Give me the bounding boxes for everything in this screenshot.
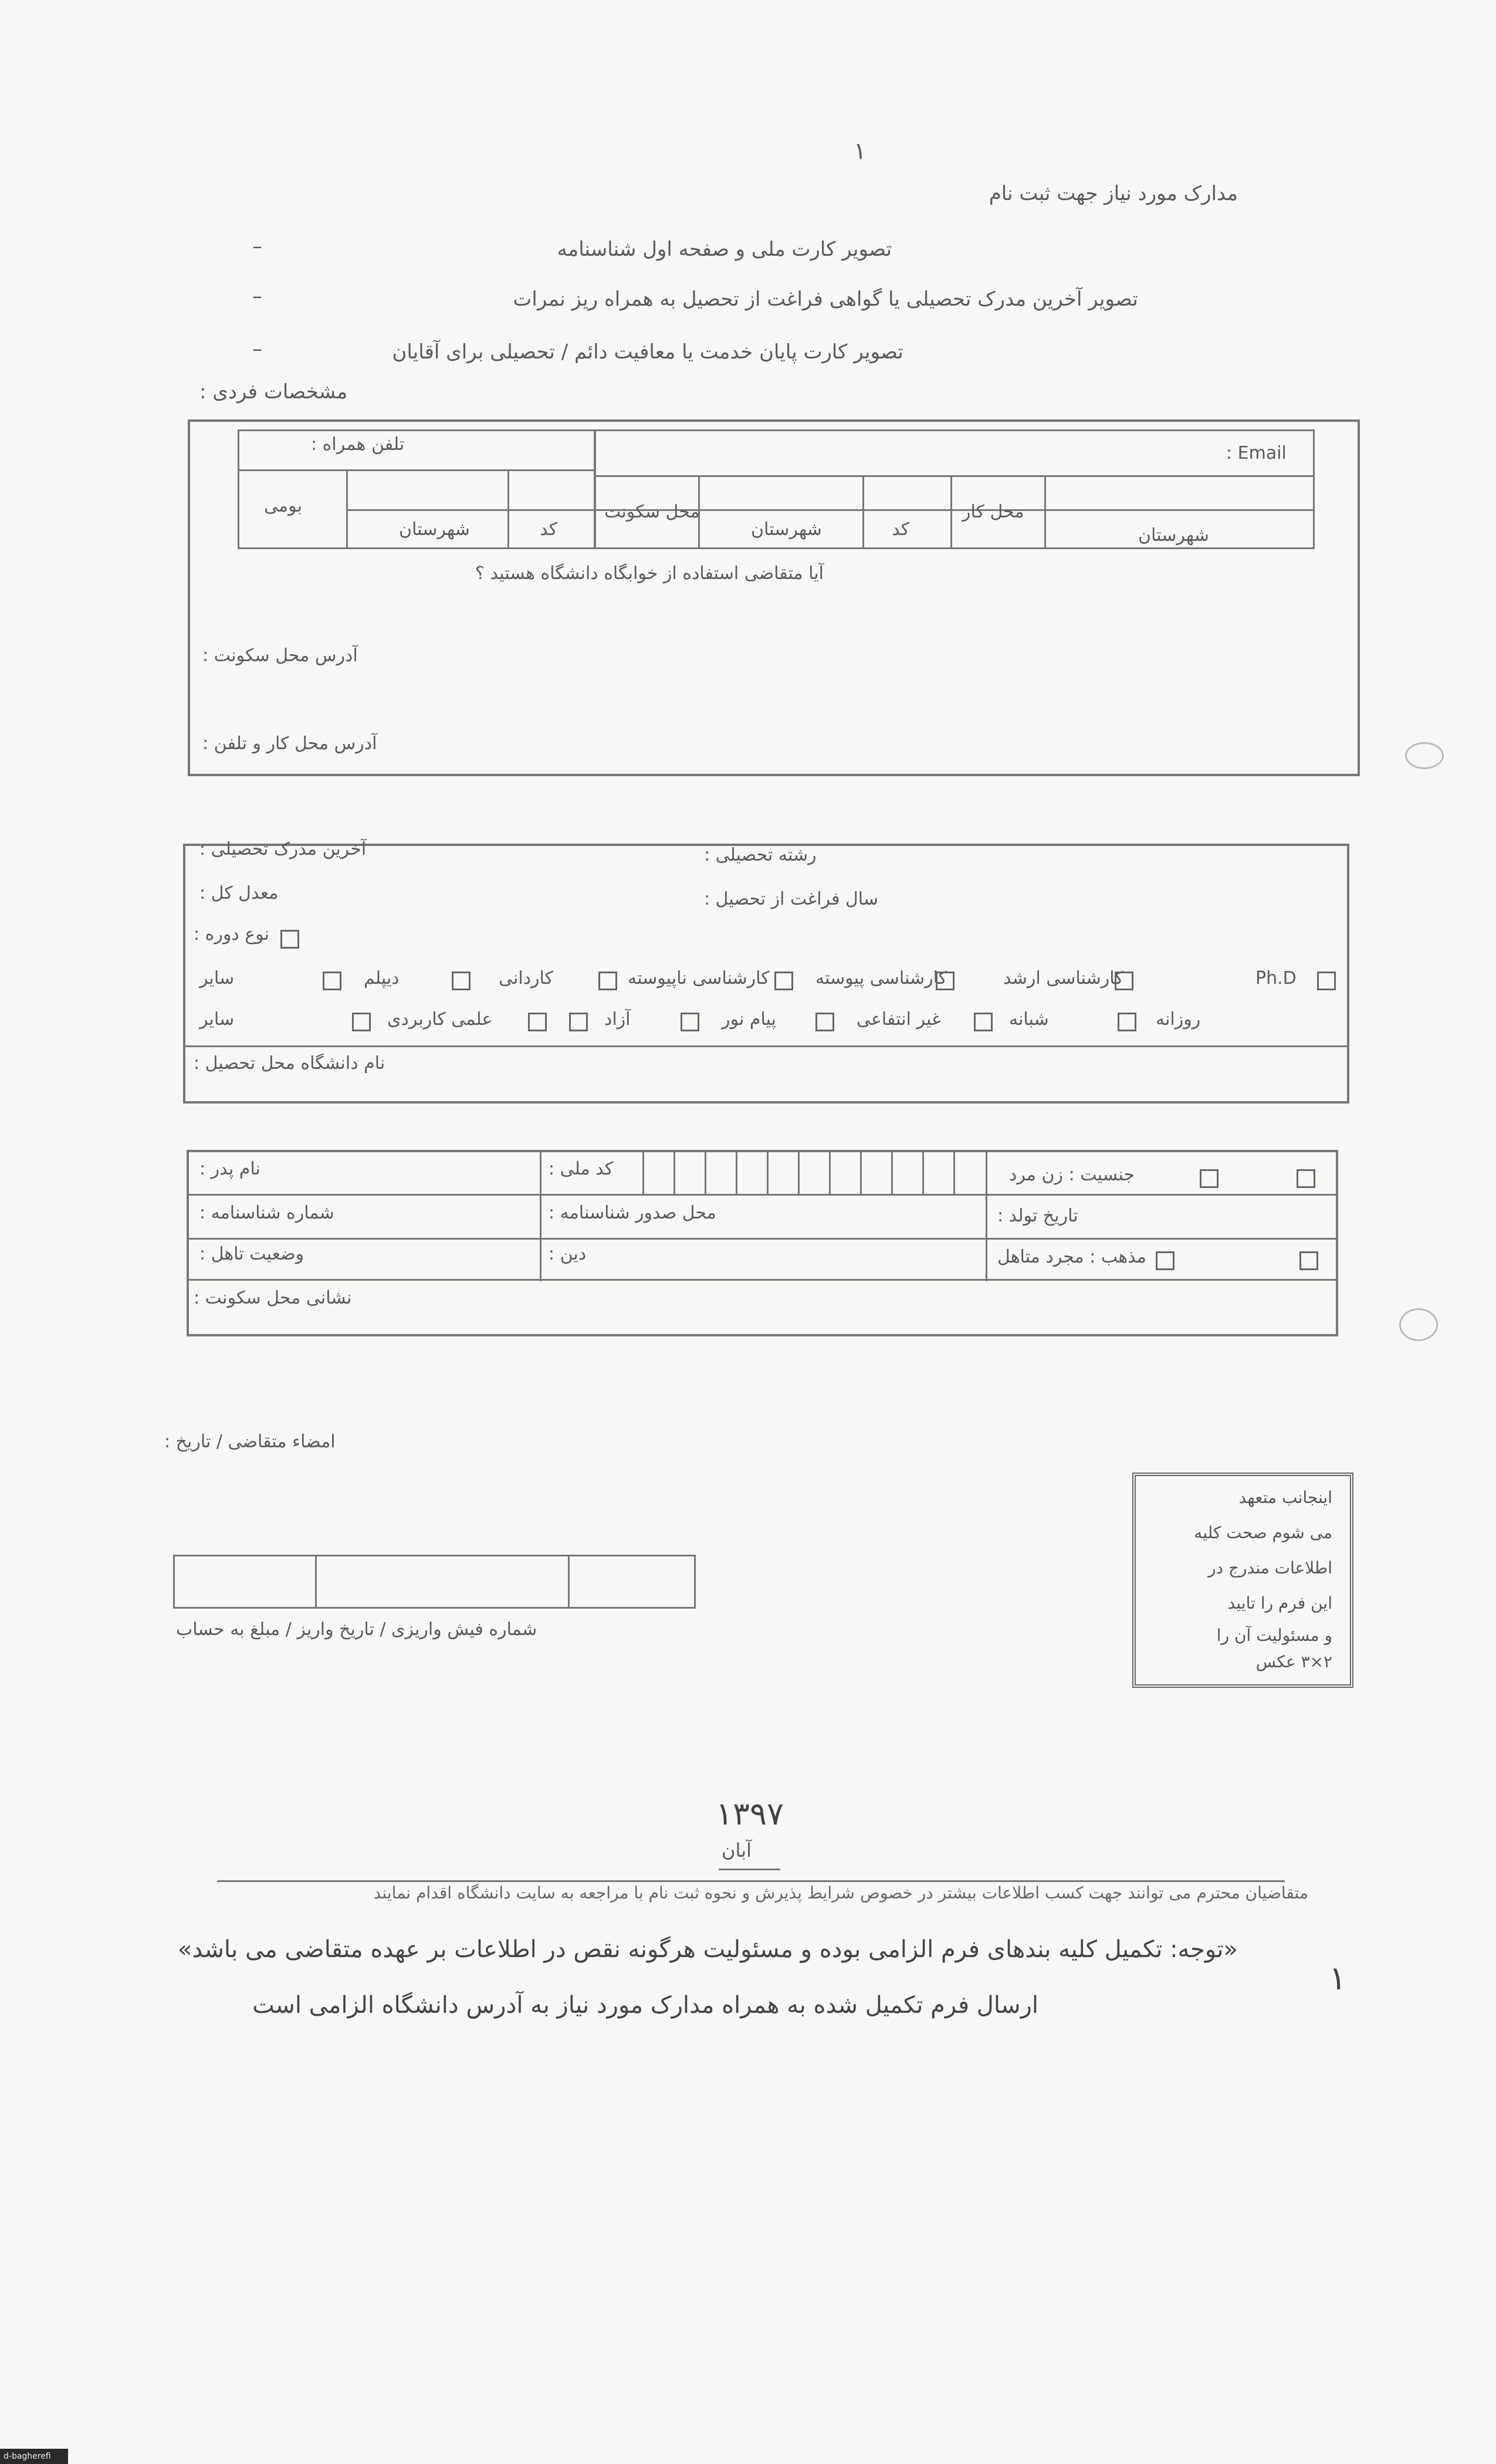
national-code-label: کد ملی : (549, 1159, 614, 1179)
required-doc-item-3: تصویر کارت پایان خدمت یا معافیت دائم / تحصیلی برای آقایان (392, 340, 903, 364)
type-azad-checkbox[interactable] (569, 1013, 588, 1031)
email-label: Email : (1226, 443, 1287, 463)
col-city-3: شهرستان (1138, 525, 1209, 546)
level-other: سایر (199, 968, 235, 989)
level-other-checkbox[interactable] (323, 972, 341, 990)
father-name-label: نام پدر : (199, 1159, 260, 1179)
home-label: محل سکونت (604, 502, 700, 522)
course-type-checkbox[interactable] (280, 930, 299, 949)
level-bachelor-discontinuous: کارشناسی ناپیوسته (628, 968, 770, 989)
id-issue-place-label: محل صدور شناسنامه : (549, 1203, 716, 1223)
signature-date-label: امضاء متقاضی / تاریخ : (164, 1431, 336, 1452)
type-applied-science: علمی کاربردی (387, 1009, 493, 1030)
course-type-label: نوع دوره : (194, 924, 269, 945)
gpa-label: معدل کل : (199, 883, 279, 903)
single-checkbox[interactable] (1156, 1251, 1175, 1270)
type-evening-checkbox[interactable] (974, 1013, 993, 1031)
gender-male-checkbox[interactable] (1297, 1169, 1315, 1188)
bottom-submit-line: ارسال فرم تکمیل شده به همراه مدارک مورد نیاز به آدرس دانشگاه الزامی است (252, 1992, 1038, 2019)
photo-box-line-2: می شوم صحت کلیه (1194, 1523, 1332, 1542)
punch-hole-mark-1 (1405, 742, 1444, 769)
birth-date-label: تاریخ تولد : (997, 1206, 1078, 1226)
last-degree-label: آخرین مدرک تحصیلی : (199, 839, 367, 859)
photo-box-line-4: این فرم را تایید (1227, 1593, 1332, 1613)
col-code-2: کد (892, 519, 910, 540)
marital-status-label: وضعیت تاهل : (199, 1244, 304, 1264)
type-other: سایر (199, 1009, 235, 1030)
page-top-mark: ١ (854, 138, 867, 165)
required-documents-heading: مدارک مورد نیاز جهت ثبت نام (989, 182, 1238, 205)
bottom-notice-line: «توجه: تکمیل کلیه بندهای فرم الزامی بوده و مسئولیت هرگونه نقص در اطلاعات بر عهده متقاضی می باشد» (177, 1936, 1238, 1963)
id-number-label: شماره شناسنامه : (199, 1203, 334, 1223)
level-bachelor-continuous: کارشناسی پیوسته (815, 968, 947, 989)
type-non-profit-checkbox[interactable] (815, 1013, 834, 1031)
level-associate: کاردانی (499, 968, 553, 989)
required-doc-item-1: تصویر کارت ملی و صفحه اول شناسنامه (557, 238, 892, 261)
level-bachelor-continuous-checkbox[interactable] (936, 972, 955, 990)
bank-receipt-table[interactable] (173, 1555, 696, 1609)
native-label: بومی (264, 496, 302, 516)
required-doc-item-2: تصویر آخرین مدرک تحصیلی یا گواهی فراغت از تحصیل به همراه ریز نمرات (513, 287, 1138, 311)
work-address-label: آدرس محل کار و تلفن : (202, 733, 377, 754)
graduation-year-label: سال فراغت از تحصیل : (704, 889, 879, 909)
degree-level-row (194, 968, 1332, 997)
level-associate-checkbox[interactable] (598, 972, 617, 990)
type-payam-noor-checkbox[interactable] (681, 1013, 699, 1031)
type-daytime: روزانه (1156, 1009, 1201, 1030)
level-bachelor-discontinuous-checkbox[interactable] (774, 972, 793, 990)
bullet-dash-1: – (252, 235, 262, 258)
col-city-2: شهرستان (751, 519, 822, 540)
photo-box-line-3: اطلاعات مندرج در (1208, 1558, 1332, 1578)
residence-address-label: نشانی محل سکونت : (194, 1288, 352, 1308)
bank-receipt-caption: شماره فیش واریزی / تاریخ واریز / مبلغ به حساب (176, 1619, 537, 1640)
level-phd: Ph.D (1255, 968, 1297, 989)
gender-label: جنسیت : زن مرد (1009, 1165, 1135, 1185)
bottom-number: ١٣٩٧ (716, 1795, 784, 1832)
sect-label: مذهب : مجرد متاهل (997, 1247, 1146, 1267)
level-masters-checkbox[interactable] (1115, 972, 1133, 990)
type-azad: آزاد (604, 1009, 631, 1030)
married-checkbox[interactable] (1299, 1251, 1318, 1270)
gender-female-checkbox[interactable] (1200, 1169, 1219, 1188)
level-diploma: دیپلم (364, 968, 400, 989)
bottom-subtitle: آبان (722, 1839, 752, 1861)
university-type-row (194, 1009, 1332, 1038)
type-daytime-checkbox[interactable] (1118, 1013, 1136, 1031)
type-payam-noor: پیام نور (722, 1009, 776, 1030)
bottom-info-line: متقاضیان محترم می توانند جهت کسب اطلاعات بیشتر در خصوص شرایط پذیرش و نحوه ثبت نام با مراجعه به سایت دانشگاه اقدام نمایند (373, 1883, 1308, 1903)
mobile-label: تلفن همراه : (311, 434, 405, 455)
side-page-mark: ١ (1329, 1959, 1347, 1998)
level-diploma-checkbox[interactable] (452, 972, 471, 990)
level-phd-checkbox[interactable] (1317, 972, 1336, 990)
dormitory-question: آیا متقاضی استفاده از خوابگاه دانشگاه هستید ؟ (475, 563, 824, 584)
col-code-1: کد (540, 519, 558, 540)
work-label: محل کار (962, 502, 1024, 522)
type-applied-science-checkbox[interactable] (528, 1013, 547, 1031)
level-masters: کارشناسی ارشد (1003, 968, 1123, 989)
col-city-1: شهرستان (399, 519, 470, 540)
field-of-study-label: رشته تحصیلی : (704, 845, 817, 865)
watermark-badge: d-bagherefi (0, 2449, 68, 2464)
photo-box (1132, 1473, 1353, 1688)
punch-hole-mark-2 (1399, 1308, 1438, 1341)
home-address-label: آدرس محل سکونت : (202, 645, 358, 666)
photo-box-line-1: اینجانب متعهد (1238, 1488, 1332, 1507)
photo-size-label: ٢×٣ عکس (1255, 1652, 1332, 1671)
bullet-dash-2: – (252, 285, 262, 308)
section1-title: مشخصات فردی : (199, 380, 348, 404)
bullet-dash-3: – (252, 337, 262, 361)
university-name-label: نام دانشگاه محل تحصیل : (194, 1053, 385, 1074)
national-code-boxes[interactable] (642, 1150, 986, 1194)
type-other-checkbox[interactable] (352, 1013, 371, 1031)
type-evening: شبانه (1009, 1009, 1049, 1030)
religion-label: دین : (549, 1244, 587, 1264)
type-non-profit: غیر انتفاعی (857, 1009, 941, 1030)
photo-box-line-5: و مسئولیت آن را (1216, 1626, 1332, 1645)
